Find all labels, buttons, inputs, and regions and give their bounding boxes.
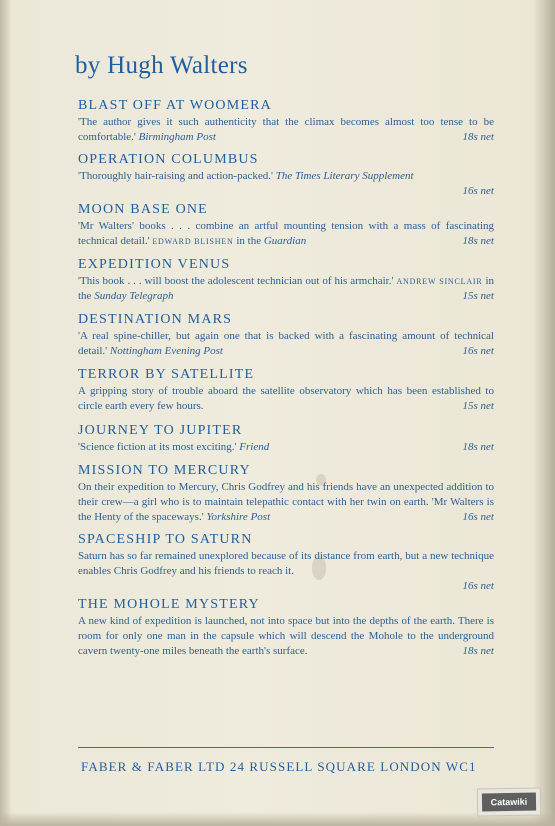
blurb-text: A gripping story of trouble aboard the satellite observatory which has been established to circle earth every few hours. [78, 385, 494, 412]
book-price: 16s net [462, 580, 494, 592]
book-price: 16s net [462, 345, 494, 357]
book-price: 18s net [462, 235, 494, 247]
book-entry [78, 97, 494, 145]
quote-text: 'Science fiction at its most exciting.' [78, 441, 237, 453]
quote-source: Nottingham Evening Post [109, 345, 223, 357]
book-title: MOON BASE ONE [78, 202, 208, 217]
book-title: MISSION TO MERCURY [78, 463, 251, 478]
quote-source: Sunday Telegraph [94, 290, 174, 302]
book-blurb [78, 480, 494, 525]
book-title: OPERATION COLUMBUS [78, 152, 259, 167]
book-title: SPACESHIP TO SATURN [78, 532, 253, 547]
footer-rule [78, 747, 494, 748]
book-price: 16s net [462, 185, 494, 197]
book-blurb [78, 169, 494, 184]
book-blurb [78, 274, 494, 304]
cover-edge-bottom [0, 812, 555, 826]
quote-text: 'This book . . . will boost the adolescent technician out of his armchair.' [78, 275, 394, 287]
book-price: 15s net [462, 400, 494, 412]
watermark-label: Catawiki [482, 793, 536, 812]
book-blurb [78, 219, 494, 249]
author-heading: by Hugh Walters [75, 52, 248, 79]
book-blurb [78, 440, 494, 455]
reviewer-name: EDWARD BLISHEN [152, 237, 234, 246]
book-title: JOURNEY TO JUPITER [78, 423, 243, 438]
book-entry [78, 201, 494, 249]
book-price: 15s net [462, 290, 494, 302]
quote-source: Birmingham Post [138, 131, 216, 143]
book-list [78, 97, 494, 659]
book-title: BLAST OFF AT WOOMERA [78, 98, 272, 113]
book-price: 18s net [462, 131, 494, 143]
quote-text: 'The author gives it such authenticity that the climax becomes almost too tense to be comfortable.' [78, 116, 494, 143]
book-blurb [78, 329, 494, 359]
book-entry [78, 256, 494, 304]
attribution-connector: in the [78, 275, 495, 302]
watermark-sticker [477, 787, 541, 816]
book-title: EXPEDITION VENUS [78, 257, 231, 272]
book-blurb [78, 614, 494, 659]
book-entry [78, 151, 494, 199]
book-blurb [78, 549, 494, 579]
book-blurb [78, 384, 494, 414]
cover-edge-left [0, 0, 12, 826]
quote-source: Yorkshire Post [206, 511, 271, 523]
book-price: 18s net [462, 645, 494, 657]
cover-edge-right [533, 0, 555, 826]
quote-text: 'Mr Walters' books . . . combine an artful mounting tension with a mass of fascinating technical detail.' [78, 220, 494, 247]
book-entry [78, 311, 494, 359]
quote-source: Friend [239, 441, 270, 453]
book-title: DESTINATION MARS [78, 312, 233, 327]
reviewer-name: ANDREW SINCLAIR [396, 277, 483, 286]
book-price: 16s net [462, 511, 494, 523]
book-entry [78, 596, 494, 659]
book-entry [78, 531, 494, 594]
quote-source: Guardian [263, 235, 307, 247]
book-blurb [78, 115, 494, 145]
book-title: THE MOHOLE MYSTERY [78, 597, 260, 612]
book-entry [78, 366, 494, 414]
attribution-connector: in the [236, 235, 262, 247]
book-entry [78, 422, 494, 455]
quote-source: The Times Literary Supplement [275, 170, 414, 182]
blurb-text: On their expedition to Mercury, Chris Godfrey and his friends have an unexpected addition to their crew—a girl who is to maintain telepathic contact with her twin on earth. 'Mr Walters is the Henty of the spaceways.' [78, 481, 494, 523]
book-title: TERROR BY SATELLITE [78, 367, 255, 382]
book-entry [78, 462, 494, 525]
publisher-imprint: FABER & FABER LTD 24 RUSSELL SQUARE LONDON WC1 [81, 759, 477, 774]
blurb-text: Saturn has so far remained unexplored because of its distance from earth, but a new technique enables Chris Godfrey and his friends to reach it. [78, 550, 494, 577]
quote-text: 'Thoroughly hair-raising and action-packed.' [78, 170, 273, 182]
quote-text: 'A real spine-chiller, but again one that is backed with a fascinating amount of technical detail.' [78, 330, 494, 357]
blurb-text: A new kind of expedition is launched, not into space but into the depths of the earth. There is room for only one man in the capsule which will descend the Mohole to the underground cavern twenty-one miles beneath the earth's surface. [78, 615, 494, 657]
book-price: 18s net [462, 441, 494, 453]
